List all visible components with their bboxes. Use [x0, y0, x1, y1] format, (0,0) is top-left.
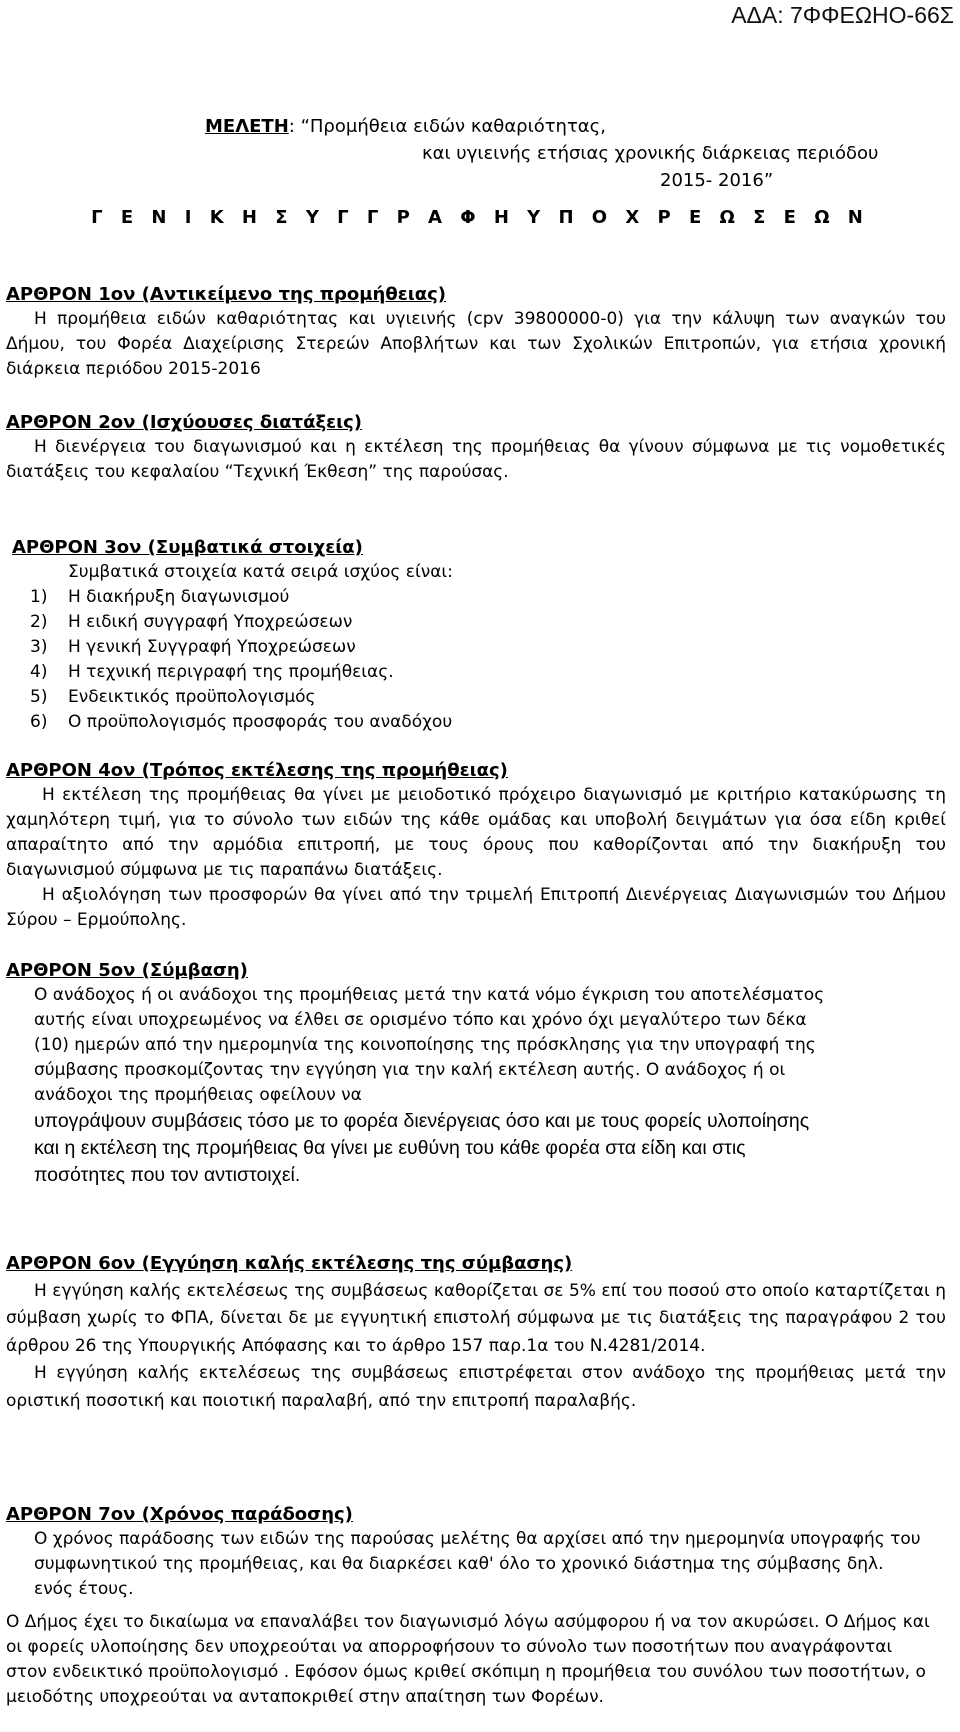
article-3-intro: Συμβατικά στοιχεία κατά σειρά ισχύος είναι:	[68, 562, 453, 582]
article-4-para1: Η εκτέλεση της προμήθειας θα γίνει με μειοδοτικό πρόχειρο διαγωνισμό με κριτήριο κατακύρωσης τη χαμηλότερη τιμή, για το σύνολο των ειδών της κάθε ομάδας και υποβολή δειγμάτων για όσα είδη κριθεί απαραίτητο από την αρμόδια επιτροπή, με τους όρους που καθορίζονται από την διακήρυξη του διαγωνισμού σύμφωνα με τις παραπάνω διατάξεις.	[6, 785, 946, 880]
article-7-heading: ΑΡΘΡΟΝ 7ον (Χρόνος παράδοσης)	[6, 1504, 353, 1525]
article-2-text: Η διενέργεια του διαγωνισμού και η εκτέλεση της προμήθειας θα γίνουν σύμφωνα με τις νομοθετικές διατάξεις του κεφαλαίου “Τεχνική Έκθεση” της παρούσας.	[6, 437, 946, 482]
article-2	[6, 410, 946, 485]
article-4-heading: ΑΡΘΡΟΝ 4ον (Τρόπος εκτέλεσης της προμήθειας)	[6, 760, 508, 781]
article-7	[6, 1502, 946, 1710]
article-6-para2: Η εγγύηση καλής εκτελέσεως της συμβάσεως επιστρέφεται στον ανάδοχο της προμήθειας μετά την οριστική ποσοτική και ποιοτική παραλαβή, από την επιτροπή παραλαβής.	[6, 1363, 946, 1411]
article-6-para1: Η εγγύηση καλής εκτελέσεως της συμβάσεως καθορίζεται σε 5% επί του ποσού στο οποίο καταρτίζεται η σύμβαση χωρίς το ΦΠΑ, δίνεται δε με εγγυητική επιστολή σύμφωνα με τις διατάξεις της παραγράφου 2 του άρθρου 26 της Υπουργικής Απόφασης και το άρθρο 157 παρ.1α του Ν.4281/2014.	[6, 1280, 946, 1356]
article-7-para1: Ο χρόνος παράδοσης των ειδών της παρούσας μελέτης θα αρχίσει από την ημερομηνία υπογραφής του συμφωνητικού της προμήθειας, και θα διαρκέσει καθ' όλο το χρονικό διάστημα της σύμβασης δηλ. ενός έτους.	[34, 1529, 921, 1599]
article-6-heading: ΑΡΘΡΟΝ 6ον (Εγγύηση καλής εκτέλεσης της σύμβασης)	[6, 1253, 573, 1274]
article-1-heading: ΑΡΘΡΟΝ 1ον (Αντικείμενο της προμήθειας)	[6, 284, 447, 305]
study-line1: : “Προμήθεια ειδών καθαριότητας,	[288, 116, 606, 137]
article-3-heading: ΑΡΘΡΟΝ 3ον (Συμβατικά στοιχεία)	[12, 537, 363, 558]
study-line2: και υγιεινής ετήσιας χρονικής διάρκειας περιόδου	[422, 143, 879, 164]
study-line3: 2015- 2016”	[660, 170, 774, 191]
article-2-heading: ΑΡΘΡΟΝ 2ον (Ισχύουσες διατάξεις)	[6, 412, 363, 433]
article-5-heading: ΑΡΘΡΟΝ 5ον (Σύμβαση)	[6, 960, 248, 981]
list-item: 4) Η τεχνική περιγραφή της προμήθειας.	[30, 662, 394, 682]
article-5-text-b: υπογράψουν συμβάσεις τόσο με το φορέα διενέργειας όσο και με τους φορείς υλοποίησης και η εκτέλεση της προμήθειας θα γίνει με ευθύνη του κάθε φορέα στα είδη και στις ποσότητες που τον αντιστοιχεί.	[34, 1110, 810, 1186]
article-7-para2: Ο Δήμος έχει το δικαίωμα να επαναλάβει τον διαγωνισμό λόγω ασύμφορου ή να τον ακυρώσει. Ο Δήμος και οι φορείς υλοποίησης δεν υποχρεούται να απορροφήσουν το σύνολο των ποσοτήτων που αναγράφονται στον ενδεικτικό προϋπολογισμό . Εφόσον όμως κριθεί σκόπιμη η προμήθεια του συνόλου των ποσοτήτων, ο μειοδότης υποχρεούται να ανταποκριθεί στην απαίτηση των Φορέων.	[6, 1612, 930, 1707]
study-title	[205, 113, 905, 194]
study-label: ΜΕΛΕΤΗ	[205, 116, 289, 137]
article-1-text: Η προμήθεια ειδών καθαριότητας και υγιεινής (cpv 39800000-0) για την κάλυψη των αναγκών του Δήμου, του Φορέα Διαχείρισης Στερεών Αποβλήτων και των Σχολικών Επιτροπών, για ετήσια χρονική διάρκεια περιόδου 2015-2016	[6, 309, 946, 379]
main-title: Γ Ε Ν Ι Κ Η Σ Υ Γ Γ Ρ Α Φ Η Υ Π Ο Χ Ρ Ε Ω Σ Ε Ω Ν	[91, 207, 869, 228]
article-3	[12, 535, 952, 735]
list-item: 1) Η διακήρυξη διαγωνισμού	[30, 587, 290, 607]
article-4	[6, 758, 946, 933]
article-1	[6, 282, 946, 382]
article-5	[6, 958, 836, 1189]
list-item: 5) Ενδεικτικός προϋπολογισμός	[30, 687, 316, 707]
article-5-text-a: Ο ανάδοχος ή οι ανάδοχοι της προμήθειας μετά την κατά νόμο έγκριση του αποτελέσματος αυτής είναι υποχρεωμένος να έλθει σε ορισμένο τόπο και χρόνο όχι μεγαλύτερο των δέκα (10) ημερών από την ημερομηνία της κοινοποίησης της πρόσκλησης για την υπογραφή της σύμβασης προσκομίζοντας την εγγύηση για την καλή εκτέλεση αυτής. Ο ανάδοχος ή οι ανάδοχοι της προμήθειας οφείλουν να	[34, 985, 825, 1105]
article-4-para2: Η αξιολόγηση των προσφορών θα γίνει από την τριμελή Επιτροπή Διενέργειας Διαγωνισμών του Δήμου Σύρου – Ερμούπολης.	[6, 885, 946, 930]
list-item: 2) Η ειδική συγγραφή Υποχρεώσεων	[30, 612, 353, 632]
list-item: 3) Η γενική Συγγραφή Υποχρεώσεων	[30, 637, 356, 657]
article-6	[6, 1250, 946, 1415]
list-item: 6) Ο προϋπολογισμός προσφοράς του αναδόχου	[30, 712, 453, 732]
ada-code: ΑΔΑ: 7ΦΦΕΩΗΟ-66Σ	[731, 2, 954, 28]
